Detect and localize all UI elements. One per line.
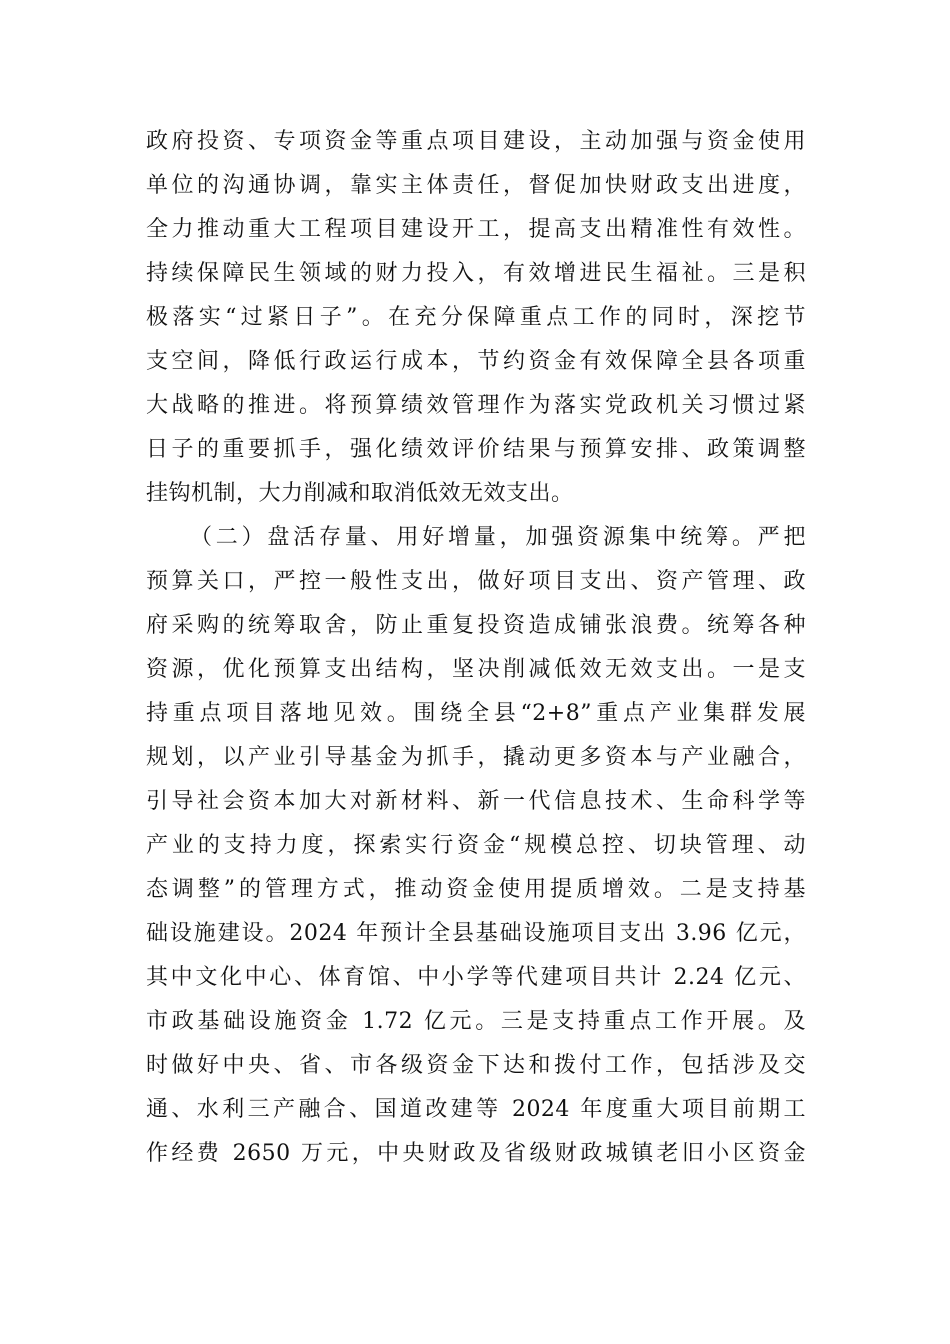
text-line: 态调整”的管理方式，推动资金使用提质增效。二是支持基 — [146, 877, 806, 902]
text-line: 持重点项目落地见效。围绕全县“2+8”重点产业集群发展 — [146, 701, 806, 726]
text-line: 引导社会资本加大对新材料、新一代信息技术、生命科学等 — [146, 789, 806, 814]
text-line: 市政基础设施资金 1.72 亿元。三是支持重点工作开展。及 — [146, 1009, 806, 1034]
text-line: 府采购的统筹取舍，防止重复投资造成铺张浪费。统筹各种 — [146, 613, 806, 638]
section-heading-line: （二）盘活存量、用好增量，加强资源集中统筹。严把 — [190, 525, 806, 550]
text-line: 规划，以产业引导基金为抓手，撬动更多资本与产业融合， — [146, 745, 806, 770]
text-line: 产业的支持力度，探索实行资金“规模总控、切块管理、动 — [146, 833, 806, 858]
text-line: 全力推动重大工程项目建设开工，提高支出精准性有效性。 — [146, 217, 806, 242]
text-line: 预算关口，严控一般性支出，做好项目支出、资产管理、政 — [146, 569, 806, 594]
text-line: 其中文化中心、体育馆、中小学等代建项目共计 2.24 亿元、 — [146, 965, 806, 990]
text-line: 通、水利三产融合、国道改建等 2024 年度重大项目前期工 — [146, 1097, 806, 1122]
text-line: 础设施建设。2024 年预计全县基础设施项目支出 3.96 亿元， — [146, 921, 806, 946]
document-body — [146, 120, 806, 1176]
text-line: 持续保障民生领域的财力投入，有效增进民生福祉。三是积 — [146, 261, 806, 286]
text-line: 作经费 2650 万元，中央财政及省级财政城镇老旧小区资金 — [146, 1141, 806, 1166]
text-line: 政府投资、专项资金等重点项目建设，主动加强与资金使用 — [146, 129, 806, 154]
text-line: 时做好中央、省、市各级资金下达和拨付工作，包括涉及交 — [146, 1053, 806, 1078]
text-line: 日子的重要抓手，强化绩效评价结果与预算安排、政策调整 — [146, 437, 806, 462]
text-line: 极落实“过紧日子”。在充分保障重点工作的同时，深挖节 — [146, 305, 806, 330]
text-line: 支空间，降低行政运行成本，节约资金有效保障全县各项重 — [146, 349, 806, 374]
text-line: 挂钩机制，大力削减和取消低效无效支出。 — [146, 481, 574, 506]
text-line: 单位的沟通协调，靠实主体责任，督促加快财政支出进度， — [146, 173, 806, 198]
text-line: 资源，优化预算支出结构，坚决削减低效无效支出。一是支 — [146, 657, 806, 682]
text-line: 大战略的推进。将预算绩效管理作为落实党政机关习惯过紧 — [146, 393, 806, 418]
